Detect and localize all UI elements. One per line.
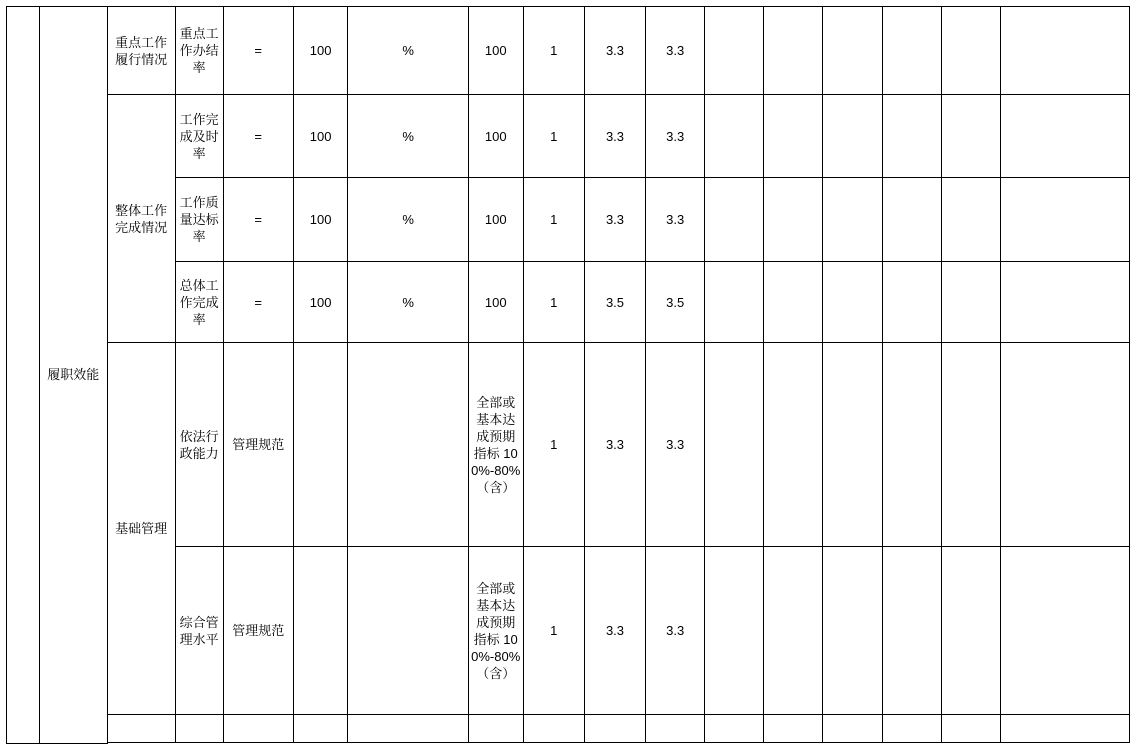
blank-cell xyxy=(882,262,941,343)
spacer-cell xyxy=(107,743,175,744)
weight-2-0: 1 xyxy=(523,343,584,547)
score-b-2-0: 3.3 xyxy=(646,343,705,547)
blank-cell xyxy=(705,178,764,262)
blank-cell xyxy=(1000,95,1129,178)
blank-cell xyxy=(1000,262,1129,343)
blank-cell xyxy=(882,95,941,178)
evaluation-table xyxy=(6,6,1130,744)
spacer-cell xyxy=(882,743,941,744)
unit-2-1 xyxy=(348,547,468,715)
blank-cell xyxy=(764,178,823,262)
blank-cell xyxy=(941,547,1000,715)
indicator-1-0: 工作完成及时率 xyxy=(175,95,223,178)
table-row-spacer xyxy=(7,743,1130,744)
spacer-cell xyxy=(468,743,523,744)
operator-1-0: = xyxy=(223,95,293,178)
spacer-cell xyxy=(175,743,223,744)
standard-2-1: 全部或基本达成预期指标 100%-80%（含） xyxy=(468,547,523,715)
spacer-cell xyxy=(523,743,584,744)
blank-cell xyxy=(941,715,1000,743)
unit-1-1: % xyxy=(348,178,468,262)
blank-cell xyxy=(823,178,882,262)
score-a-2-1: 3.3 xyxy=(584,547,645,715)
spacer-cell xyxy=(705,743,764,744)
group-name-1: 整体工作完成情况 xyxy=(107,95,175,343)
score-a-1-0: 3.3 xyxy=(584,95,645,178)
standard-1-0: 100 xyxy=(468,95,523,178)
blank-cell xyxy=(107,715,175,743)
operator-1-2: = xyxy=(223,262,293,343)
unit-0-0: % xyxy=(348,7,468,95)
blank-cell xyxy=(764,343,823,547)
target-1-0: 100 xyxy=(293,95,348,178)
blank-cell xyxy=(764,95,823,178)
unit-2-0 xyxy=(348,343,468,547)
target-2-0 xyxy=(293,343,348,547)
score-b-0-0: 3.3 xyxy=(646,7,705,95)
spacer-cell xyxy=(293,743,348,744)
blank-cell xyxy=(523,715,584,743)
blank-cell xyxy=(941,7,1000,95)
standard-1-2: 100 xyxy=(468,262,523,343)
operator-2-0: 管理规范 xyxy=(223,343,293,547)
unit-1-2: % xyxy=(348,262,468,343)
blank-cell xyxy=(823,7,882,95)
score-b-2-1: 3.3 xyxy=(646,547,705,715)
blank-cell xyxy=(584,715,645,743)
table-row xyxy=(7,262,1130,343)
blank-cell xyxy=(764,262,823,343)
score-a-0-0: 3.3 xyxy=(584,7,645,95)
table-row xyxy=(7,7,1130,95)
blank-cell xyxy=(823,547,882,715)
standard-1-1: 100 xyxy=(468,178,523,262)
weight-1-0: 1 xyxy=(523,95,584,178)
blank-cell xyxy=(764,7,823,95)
spacer-cell xyxy=(223,743,293,744)
blank-cell xyxy=(1000,7,1129,95)
weight-1-2: 1 xyxy=(523,262,584,343)
indicator-0-0: 重点工作办结率 xyxy=(175,7,223,95)
blank-cell xyxy=(705,343,764,547)
blank-cell xyxy=(646,715,705,743)
blank-cell xyxy=(1000,715,1129,743)
blank-cell xyxy=(1000,343,1129,547)
document-sheet xyxy=(0,6,1136,752)
score-b-1-2: 3.5 xyxy=(646,262,705,343)
weight-2-1: 1 xyxy=(523,547,584,715)
category-main: 履职效能 xyxy=(39,7,107,744)
blank-cell xyxy=(468,715,523,743)
indicator-1-1: 工作质量达标率 xyxy=(175,178,223,262)
indicator-2-1: 综合管理水平 xyxy=(175,547,223,715)
operator-1-1: = xyxy=(223,178,293,262)
spacer-cell xyxy=(584,743,645,744)
blank-cell xyxy=(705,7,764,95)
blank-cell xyxy=(175,715,223,743)
blank-cell xyxy=(882,547,941,715)
spacer-cell xyxy=(646,743,705,744)
row-left-spacer xyxy=(7,7,40,744)
score-a-1-2: 3.5 xyxy=(584,262,645,343)
table-row xyxy=(7,715,1130,743)
blank-cell xyxy=(764,715,823,743)
indicator-2-0: 依法行政能力 xyxy=(175,343,223,547)
standard-2-0: 全部或基本达成预期指标 100%-80%（含） xyxy=(468,343,523,547)
target-0-0: 100 xyxy=(293,7,348,95)
target-2-1 xyxy=(293,547,348,715)
blank-cell xyxy=(348,715,468,743)
group-name-0: 重点工作履行情况 xyxy=(107,7,175,95)
blank-cell xyxy=(823,715,882,743)
unit-1-0: % xyxy=(348,95,468,178)
blank-cell xyxy=(293,715,348,743)
blank-cell xyxy=(882,7,941,95)
blank-cell xyxy=(705,715,764,743)
group-name-2: 基础管理 xyxy=(107,343,175,715)
table-row xyxy=(7,343,1130,547)
blank-cell xyxy=(705,95,764,178)
score-b-1-0: 3.3 xyxy=(646,95,705,178)
score-a-1-1: 3.3 xyxy=(584,178,645,262)
blank-cell xyxy=(882,343,941,547)
score-a-2-0: 3.3 xyxy=(584,343,645,547)
blank-cell xyxy=(941,178,1000,262)
blank-cell xyxy=(1000,178,1129,262)
blank-cell xyxy=(1000,547,1129,715)
blank-cell xyxy=(764,547,823,715)
table-row xyxy=(7,547,1130,715)
spacer-cell xyxy=(1000,743,1129,744)
table-row xyxy=(7,95,1130,178)
blank-cell xyxy=(823,262,882,343)
indicator-1-2: 总体工作完成率 xyxy=(175,262,223,343)
standard-0-0: 100 xyxy=(468,7,523,95)
blank-cell xyxy=(823,343,882,547)
blank-cell xyxy=(882,178,941,262)
operator-2-1: 管理规范 xyxy=(223,547,293,715)
blank-cell xyxy=(223,715,293,743)
spacer-cell xyxy=(348,743,468,744)
score-b-1-1: 3.3 xyxy=(646,178,705,262)
blank-cell xyxy=(823,95,882,178)
blank-cell xyxy=(882,715,941,743)
blank-cell xyxy=(941,95,1000,178)
blank-cell xyxy=(705,262,764,343)
blank-cell xyxy=(941,262,1000,343)
table-row xyxy=(7,178,1130,262)
weight-0-0: 1 xyxy=(523,7,584,95)
weight-1-1: 1 xyxy=(523,178,584,262)
spacer-cell xyxy=(941,743,1000,744)
blank-cell xyxy=(941,343,1000,547)
target-1-2: 100 xyxy=(293,262,348,343)
spacer-cell xyxy=(823,743,882,744)
blank-cell xyxy=(705,547,764,715)
target-1-1: 100 xyxy=(293,178,348,262)
operator-0-0: = xyxy=(223,7,293,95)
spacer-cell xyxy=(764,743,823,744)
